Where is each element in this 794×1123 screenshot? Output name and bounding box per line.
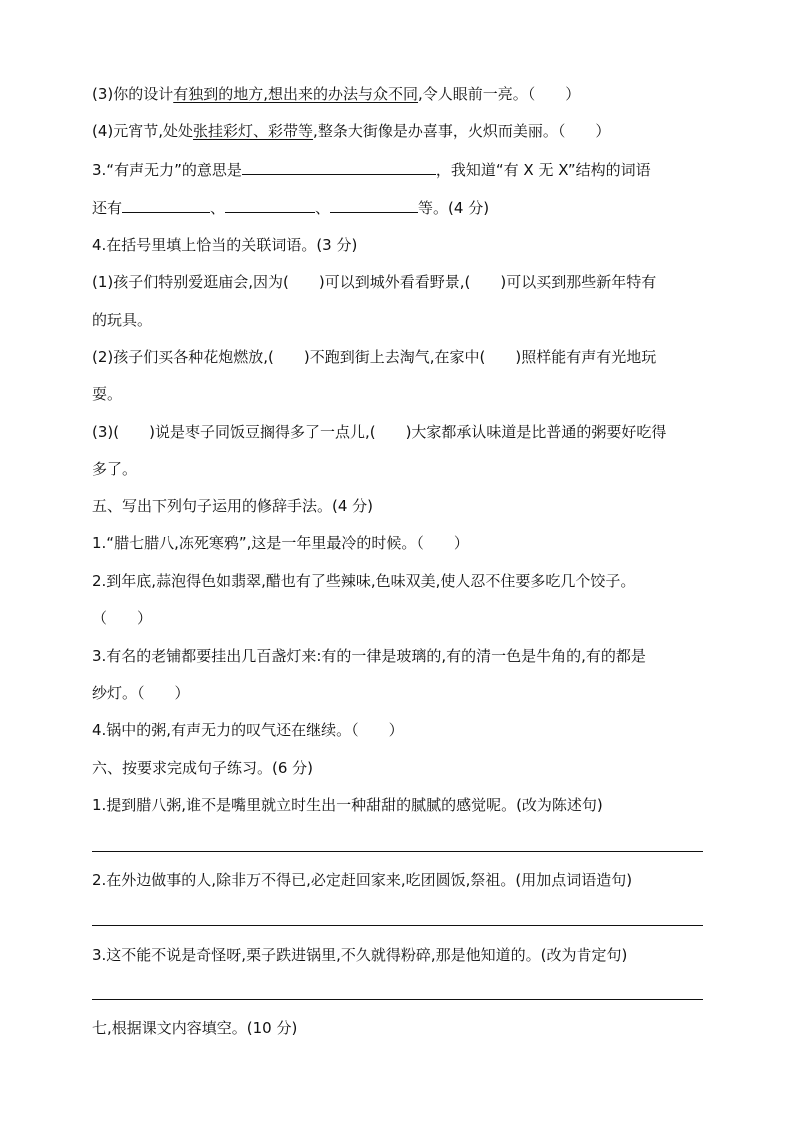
question-3-3 bbox=[92, 84, 580, 104]
q3-4-underlined-text: 张挂彩灯、彩带等 bbox=[193, 122, 314, 140]
section-5-title: 五、写出下列句子运用的修辞手法。(4 分) bbox=[92, 497, 374, 515]
sec5-sentence-2-line2: （ ） bbox=[92, 609, 153, 627]
q4-item1-line1: (1)孩子们特别爱逛庙会,因为( )可以到城外看看野景,( )可以买到那些新年特有 bbox=[92, 273, 657, 291]
q3-3-underlined-text: 有独到的地方,想出来的办法与众不同 bbox=[173, 85, 419, 103]
question-3-words bbox=[92, 198, 489, 218]
sec5-sentence-3-line1: 3.有名的老铺都要挂出几百盏灯来:有的一律是玻璃的,有的清一色是牛角的,有的都是 bbox=[92, 647, 646, 665]
q3-line2-prefix: 还有 bbox=[92, 199, 123, 217]
answer-line-2[interactable] bbox=[92, 925, 703, 926]
sec5-sentence-1: 1.“腊七腊八,冻死寒鸦”,这是一年里最冷的时候。（ ） bbox=[92, 534, 469, 552]
q3-3-prefix: (3)你的设计 bbox=[92, 85, 174, 103]
word-blank-2[interactable] bbox=[225, 198, 315, 213]
word-blank-1[interactable] bbox=[122, 198, 210, 213]
sec5-sentence-2-line1: 2.到年底,蒜泡得色如翡翠,醋也有了些辣味,色味双美,使人忍不住要多吃几个饺子。 bbox=[92, 572, 636, 590]
q4-item2-line1: (2)孩子们买各种花炮燃放,( )不跑到街上去淘气,在家中( )照样能有声有光地玩 bbox=[92, 348, 657, 366]
word-blank-3[interactable] bbox=[330, 198, 418, 213]
q3-3-suffix: ,令人眼前一亮。（ ） bbox=[418, 85, 581, 103]
q3-part2: ，我知道“有 X 无 X”结构的词语 bbox=[435, 161, 651, 179]
q3-sep2: 、 bbox=[315, 199, 331, 217]
q3-4-suffix: ,整条大街像是办喜事，火炽而美丽。（ ） bbox=[313, 122, 611, 140]
section-7-title: 七,根据课文内容填空。(10 分) bbox=[92, 1019, 298, 1037]
sec6-sentence-3: 3.这不能不说是奇怪呀,栗子跌进锅里,不久就得粉碎,那是他知道的。(改为肯定句) bbox=[92, 946, 628, 964]
question-3-meaning bbox=[92, 160, 651, 180]
meaning-answer-blank[interactable] bbox=[242, 160, 436, 175]
q3-line2-suffix: 等。(4 分) bbox=[418, 199, 490, 217]
question-3-4 bbox=[92, 121, 610, 141]
sec6-sentence-1: 1.提到腊八粥,谁不是嘴里就立时生出一种甜甜的腻腻的感觉呢。(改为陈述句) bbox=[92, 796, 603, 814]
answer-line-1[interactable] bbox=[92, 851, 703, 852]
q4-item3-line2: 多了。 bbox=[92, 460, 138, 478]
answer-line-3[interactable] bbox=[92, 999, 703, 1000]
sec5-sentence-3-line2: 纱灯。（ ） bbox=[92, 684, 190, 702]
sec6-sentence-2: 2.在外边做事的人,除非万不得已,必定赶回家来,吃团圆饭,祭祖。(用加点词语造句) bbox=[92, 871, 633, 889]
q4-item3-line1: (3)( )说是枣子同饭豆搁得多了一点儿,( )大家都承认味道是比普通的粥要好吃得 bbox=[92, 423, 667, 441]
q3-part1: 3.“有声无力”的意思是 bbox=[92, 161, 242, 179]
q4-item1-line2: 的玩具。 bbox=[92, 311, 153, 329]
q3-4-prefix: (4)元宵节,处处 bbox=[92, 122, 194, 140]
sec5-sentence-4: 4.锅中的粥,有声无力的叹气还在继续。（ ） bbox=[92, 721, 404, 739]
q4-title: 4.在括号里填上恰当的关联词语。(3 分) bbox=[92, 236, 358, 254]
q3-sep1: 、 bbox=[210, 199, 226, 217]
section-6-title: 六、按要求完成句子练习。(6 分) bbox=[92, 759, 314, 777]
q4-item2-line2: 耍。 bbox=[92, 385, 123, 403]
